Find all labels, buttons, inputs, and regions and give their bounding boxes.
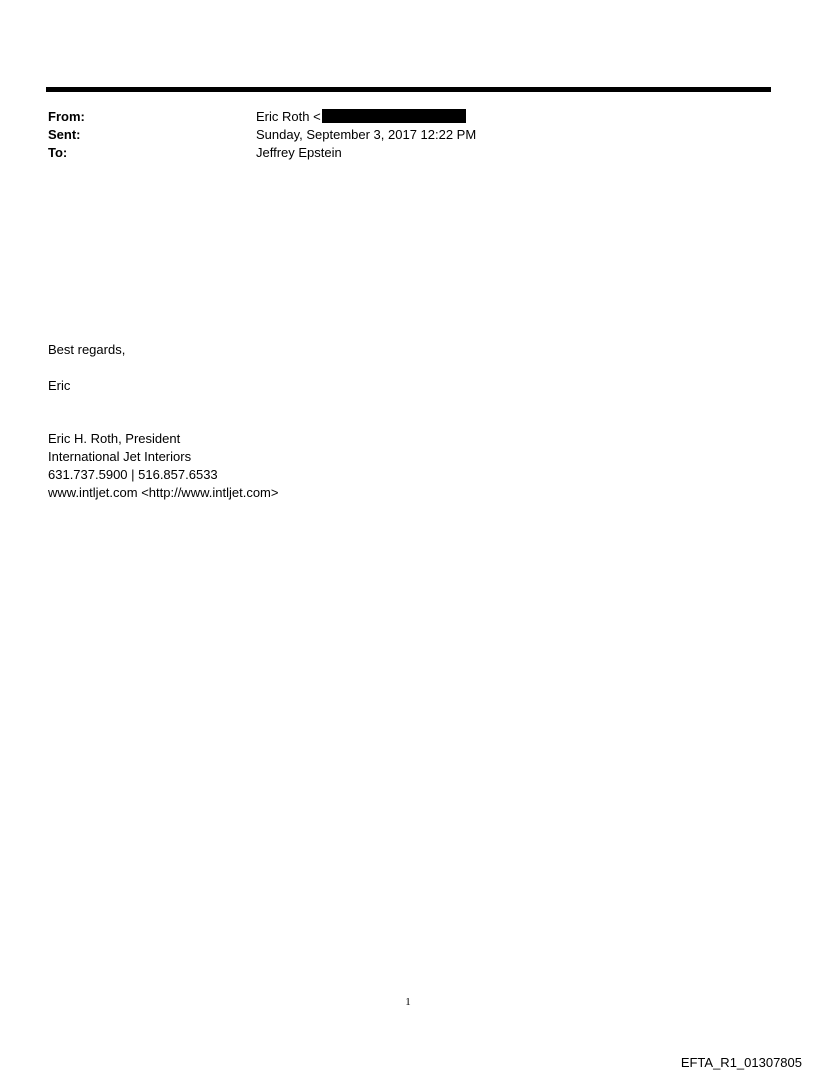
closing-line: Best regards,	[48, 342, 126, 357]
to-row	[48, 144, 748, 162]
to-label: To:	[48, 145, 68, 160]
from-label: From:	[48, 109, 85, 124]
signature-website: www.intljet.com <http://www.intljet.com>	[48, 485, 279, 500]
bates-id: EFTA_R1_01307805	[680, 1055, 802, 1070]
signature-phones: 631.737.5900 | 516.857.6533	[48, 467, 218, 482]
signature-company: International Jet Interiors	[48, 449, 192, 464]
header-rule	[46, 87, 771, 92]
redaction-box	[322, 109, 466, 123]
from-row	[48, 108, 748, 126]
sent-value: Sunday, September 3, 2017 12:22 PM	[256, 127, 477, 142]
from-value	[256, 108, 466, 126]
to-value: Jeffrey Epstein	[256, 145, 342, 160]
from-sender: Eric Roth <	[256, 109, 321, 124]
sent-row	[48, 126, 748, 144]
signoff-line: Eric	[48, 378, 71, 393]
signature-name-title: Eric H. Roth, President	[48, 431, 181, 446]
page-number: 1	[405, 996, 411, 1008]
sent-label: Sent:	[48, 127, 81, 142]
